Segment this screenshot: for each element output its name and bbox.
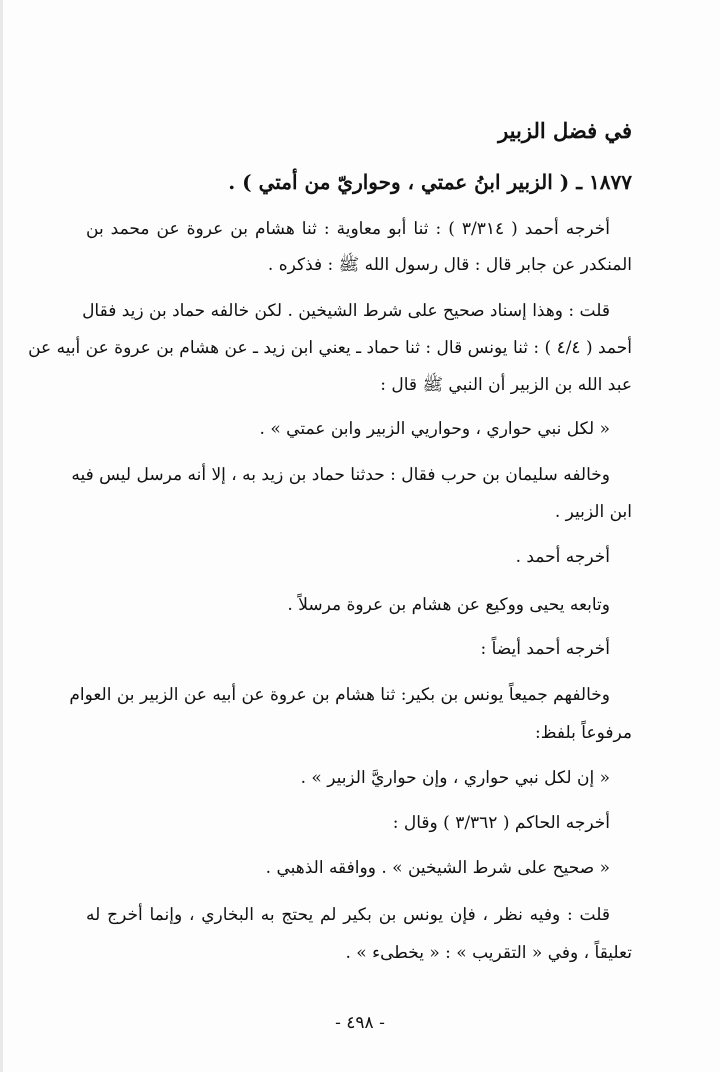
paragraph-line: وخالفهم جميعاً يونس بن بكير: ثنا هشام بن عروة عن أبيه عن الزبير بن العوام: [69, 685, 610, 705]
paragraph-line: قلت : وهذا إسناد صحيح على شرط الشيخين . لكن خالفه حماد بن زيد فقال: [82, 301, 610, 321]
paragraph-line: أحمد ( ٤/٤ ) : ثنا يونس قال : ثنا حماد ـ يعني ابن زيد ـ عن هشام بن عروة عن أبيه عن: [28, 338, 632, 358]
page-number: - ٤٩٨ -: [335, 1013, 385, 1033]
paragraph-line: أخرجه الحاكم ( ٣/٣٦٢ ) وقال :: [392, 813, 610, 833]
paragraph-line: وخالفه سليمان بن حرب فقال : حدثنا حماد بن زيد به ، إلا أنه مرسل ليس فيه: [71, 465, 610, 485]
hadith-title: ١٨٧٧ ـ ( الزبير ابنُ عمتي ، وحواريّ من أمتي ) .: [228, 170, 632, 194]
paragraph-line: المنكدر عن جابر قال : قال رسول الله ﷺ : فذكره .: [267, 255, 632, 275]
quote-line: « صحيح على شرط الشيخين » . ووافقه الذهبي .: [265, 858, 610, 878]
paragraph-line: عبد الله بن الزبير أن النبي ﷺ قال :: [380, 375, 632, 395]
paragraph-line: قلت : وفيه نظر ، فإن يونس بن بكير لم يحتج به البخاري ، وإنما أخرج له: [86, 905, 610, 925]
paragraph-line: أخرجه أحمد .: [515, 547, 610, 567]
paragraph-line: تعليقاً ، وفي « التقريب » : « يخطىء » .: [345, 943, 632, 963]
paragraph-line: أخرجه أحمد أيضاً :: [480, 639, 610, 659]
paragraph-line: ابن الزبير .: [554, 502, 632, 522]
quote-line: « لكل نبي حواري ، وحواريي الزبير وابن عمتي » .: [259, 419, 610, 439]
paragraph-line: أخرجه أحمد ( ٣/٣١٤ ) : ثنا أبو معاوية : ثنا هشام بن عروة عن محمد بن: [86, 219, 610, 239]
section-title: في فضل الزبير: [498, 118, 632, 143]
paragraph-line: وتابعه يحيى ووكيع عن هشام بن عروة مرسلاً .: [287, 595, 610, 615]
paragraph-line: مرفوعاً بلفظ:: [535, 723, 632, 743]
scan-edge-shadow: [0, 0, 3, 1072]
quote-line: « إن لكل نبي حواري ، وإن حواريَّ الزبير » .: [300, 768, 610, 788]
